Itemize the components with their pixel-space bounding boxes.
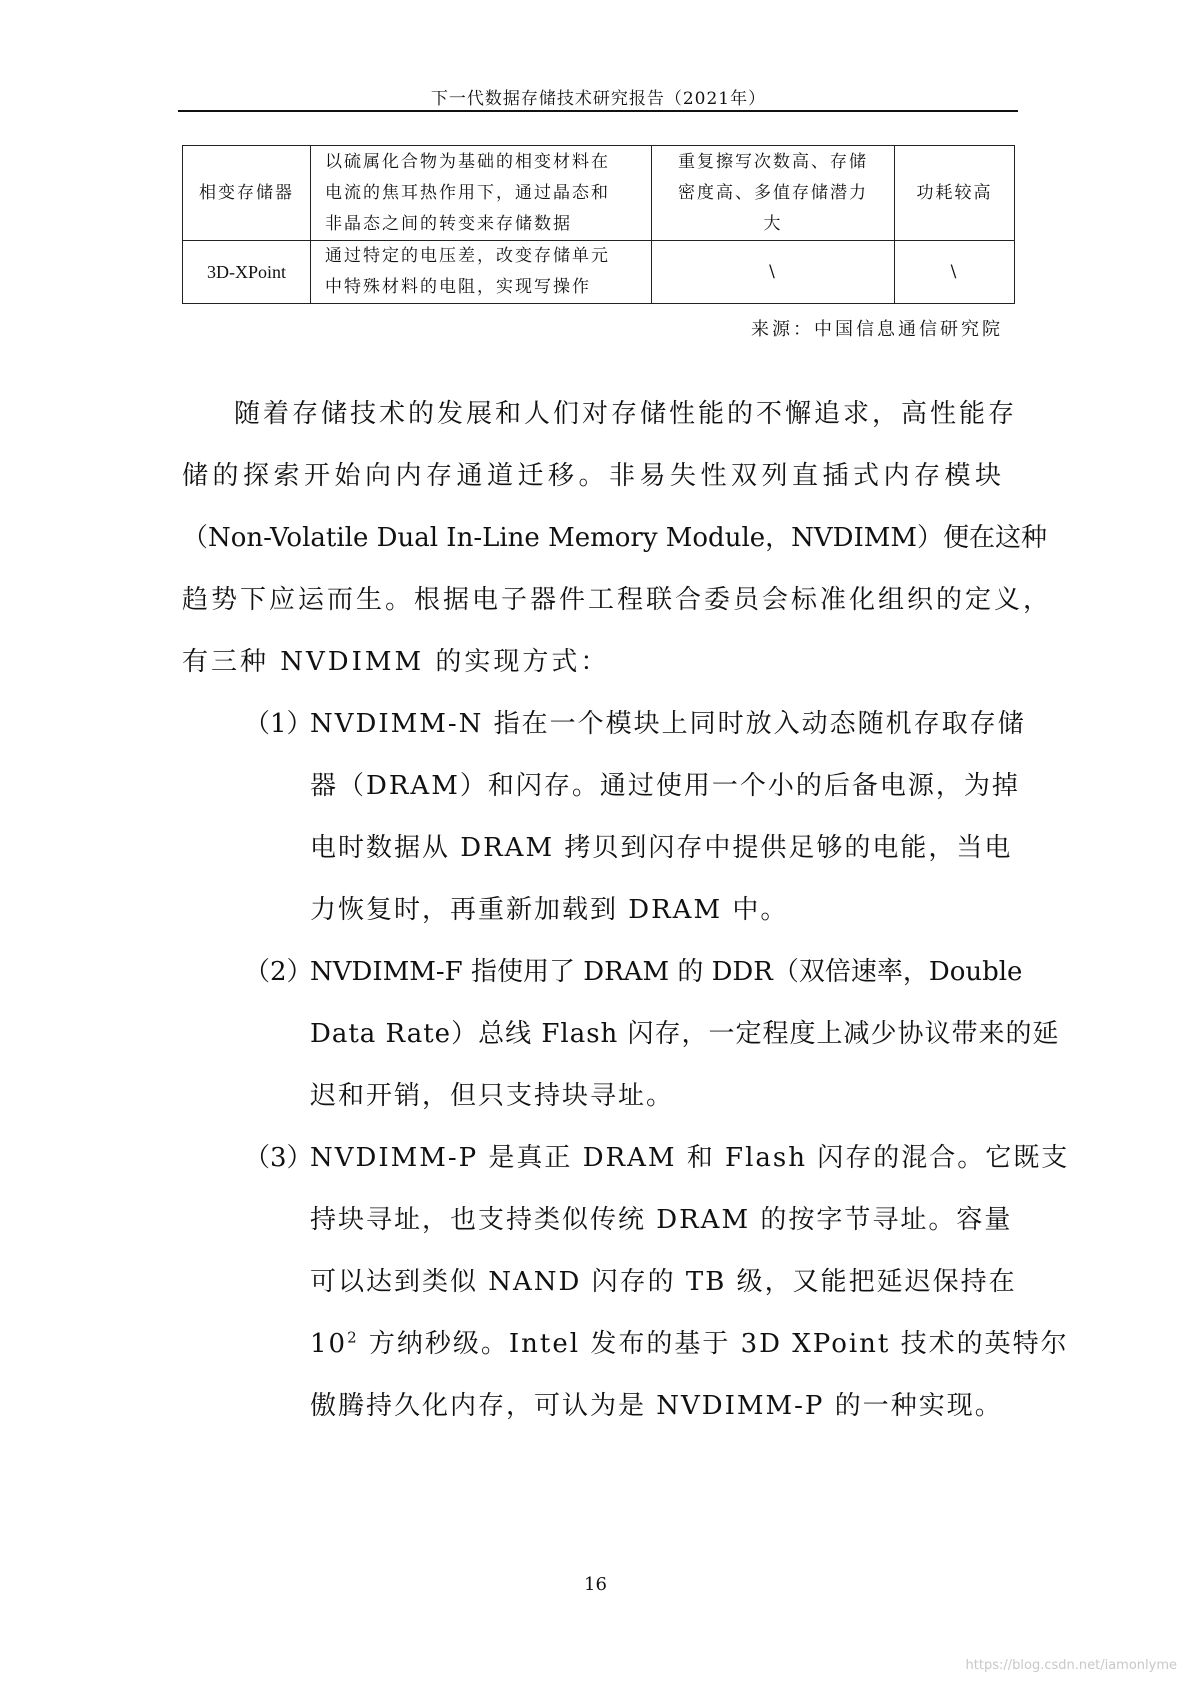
list-line: 持块寻址，也支持类似传统 DRAM 的按字节寻址。容量 (310, 1205, 1013, 1235)
table-cell-drawback: \ (895, 241, 1015, 304)
list-marker: （3） (244, 1143, 313, 1173)
watermark-url: https://blog.csdn.net/iamonlyme (965, 1658, 1177, 1673)
paragraph-line: （Non-Volatile Dual In-Line Memory Module，NVDIMM）便在这种 (182, 523, 1048, 553)
paragraph-line: 有三种 NVDIMM 的实现方式： (182, 647, 610, 677)
list-line: Data Rate）总线 Flash 闪存，一定程度上减少协议带来的延 (310, 1019, 1060, 1049)
list-line: NVDIMM-F 指使用了 DRAM 的 DDR（双倍速率，Double (310, 957, 1023, 987)
table-cell-advantage (652, 146, 895, 241)
list-line: NVDIMM-P 是真正 DRAM 和 Flash 闪存的混合。它既支 (310, 1143, 1070, 1173)
list-line: 电时数据从 DRAM 拷贝到闪存中提供足够的电能，当电 (310, 833, 1013, 863)
paragraph-line: 趋势下应运而生。根据电子器件工程联合委员会标准化组织的定义， (182, 585, 1053, 615)
cell-line: 重复擦写次数高、存储 (678, 151, 868, 172)
list-line: 迟和开销，但只支持块寻址。 (310, 1081, 675, 1111)
table-cell-advantage: \ (652, 241, 895, 304)
exponent-base: 10 (310, 1329, 348, 1359)
cell-line: 电流的焦耳热作用下，通过晶态和 (325, 182, 610, 203)
list-line: NVDIMM-N 指在一个模块上同时放入动态随机存取存储 (310, 709, 1026, 739)
list-line: 傲腾持久化内存，可认为是 NVDIMM-P 的一种实现。 (310, 1391, 1003, 1421)
list-item (244, 941, 1060, 1127)
table-row (183, 146, 1015, 241)
cell-line: 中特殊材料的电阻，实现写操作 (325, 277, 591, 297)
paragraph-line: 储的探索开始向内存通道迁移。非易失性双列直插式内存模块 (182, 461, 1004, 491)
cell-line: 密度高、多值存储潜力 (678, 182, 868, 203)
list-marker: （1） (244, 709, 313, 739)
intro-paragraph (182, 383, 1053, 693)
list-line: 可以达到类似 NAND 闪存的 TB 级，又能把延迟保持在 (310, 1267, 1017, 1297)
list-line-rest: 方纳秒级。Intel 发布的基于 3D XPoint 技术的英特尔 (358, 1329, 1069, 1359)
cell-line: 非晶态之间的转变来存储数据 (325, 213, 572, 234)
list-line: 力恢复时，再重新加载到 DRAM 中。 (310, 895, 789, 925)
header-rule (178, 110, 1018, 112)
list-line (310, 1313, 1069, 1375)
table-cell-type: 相变存储器 (183, 146, 311, 241)
list-item (244, 693, 1026, 941)
cell-line: 以硫属化合物为基础的相变材料在 (325, 151, 610, 172)
page-number: 16 (584, 1574, 607, 1595)
list-item (244, 1127, 1070, 1437)
table-cell-principle (311, 241, 652, 304)
running-header: 下一代数据存储技术研究报告（2021年） (430, 89, 767, 109)
list-line: 器（DRAM）和闪存。通过使用一个小的后备电源，为掉 (310, 771, 1020, 801)
table-cell-principle (311, 146, 652, 241)
table-cell-type: 3D-XPoint (183, 241, 311, 304)
list-marker: （2） (244, 957, 313, 987)
paragraph-line: 随着存储技术的发展和人们对存储性能的不懈追求，高性能存 (234, 399, 1018, 429)
table-cell-drawback: 功耗较高 (895, 146, 1015, 241)
comparison-table (182, 145, 1015, 304)
cell-line: 大 (763, 213, 783, 234)
table-row (183, 241, 1015, 304)
table-source-note: 来源：中国信息通信研究院 (751, 319, 1003, 340)
cell-line: 通过特定的电压差，改变存储单元 (325, 246, 610, 266)
exponent-power: 2 (347, 1328, 359, 1347)
